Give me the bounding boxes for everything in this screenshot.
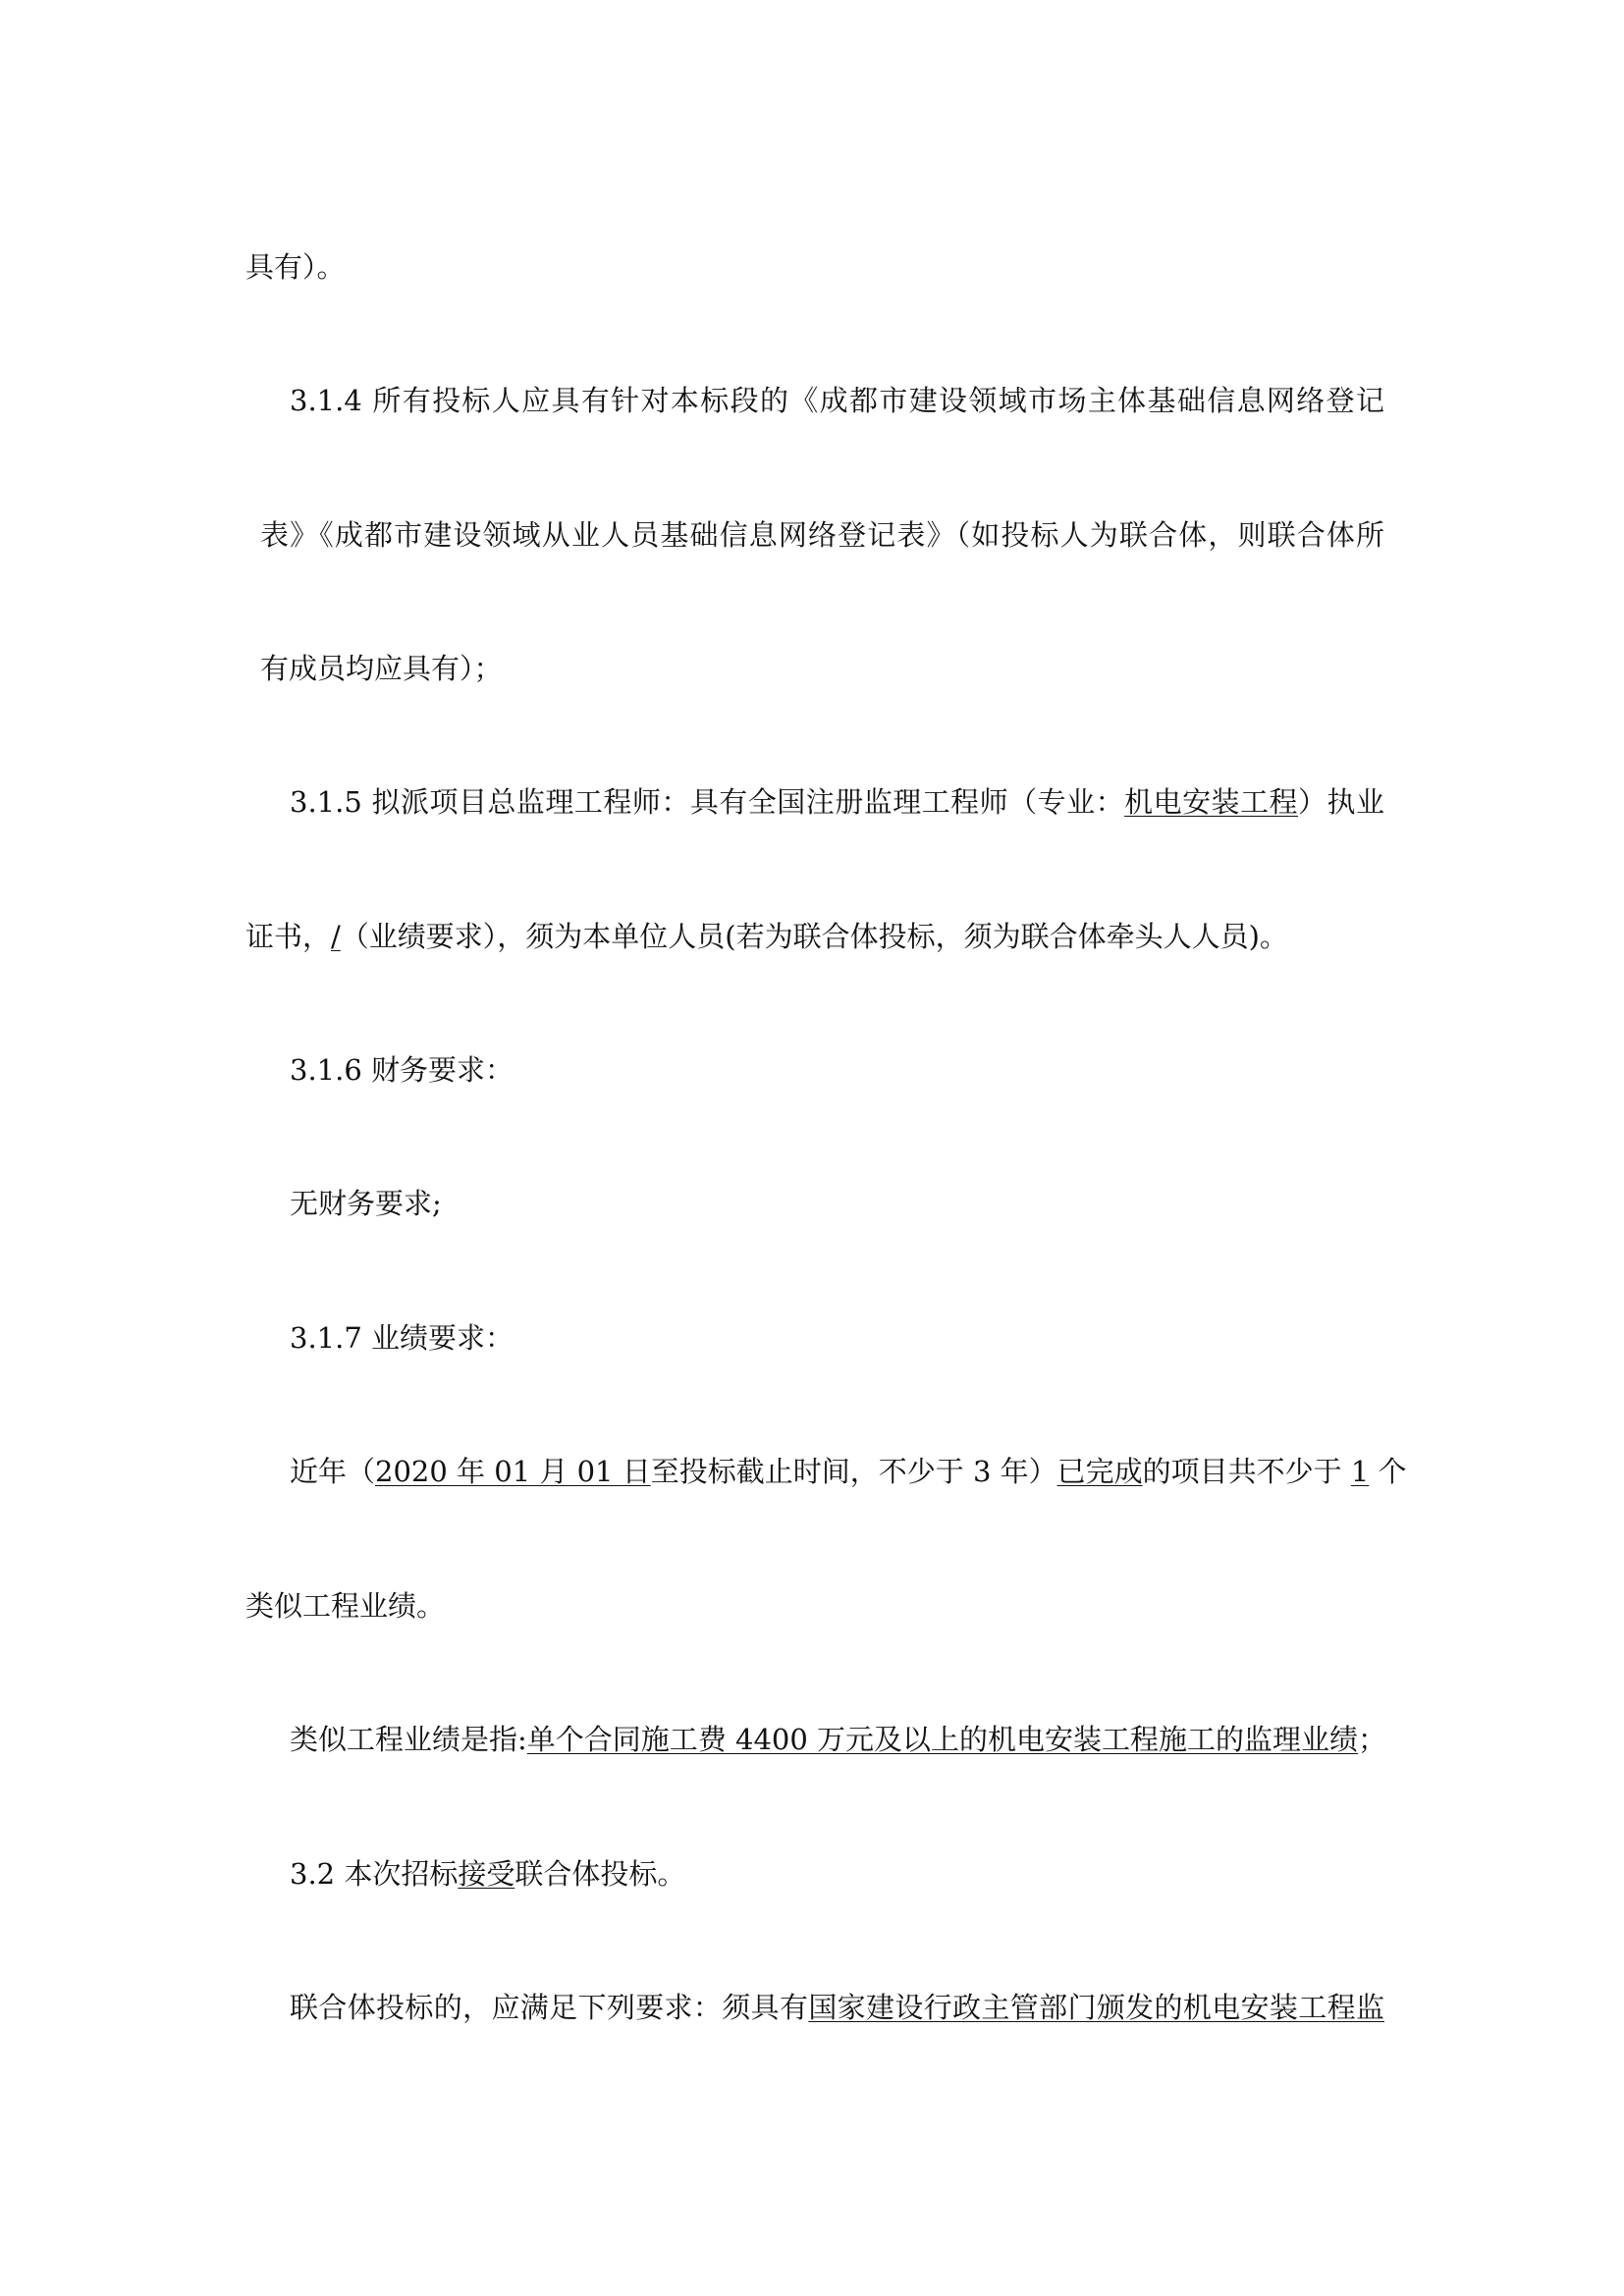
qualification-field: 国家建设行政主管部门颁发的机电安装工程监 — [808, 1991, 1384, 2024]
clause-3-1-4: 3.1.4 所有投标人应具有针对本标段的《成都市建设领域市场主体基础信息网络登记 — [290, 384, 1384, 417]
paragraph-line: 有成员均应具有）； — [260, 652, 503, 685]
clause-3-2: 3.2 本次招标接受联合体投标。 — [290, 1857, 686, 1891]
paragraph-line: 联合体投标的，应满足下列要求：须具有国家建设行政主管部门颁发的机电安装工程监 — [290, 1991, 1384, 2024]
similar-project-field: 单个合同施工费 4400 万元及以上的机电安装工程施工的监理业绩 — [526, 1723, 1359, 1756]
date-field: 2020 年 01 月 01 日 — [375, 1455, 651, 1488]
paragraph-line: 近年（2020 年 01 月 01 日至投标截止时间，不少于 3 年）已完成的项目共不少于 1 个 — [290, 1455, 1407, 1488]
clause-3-1-6: 3.1.6 财务要求： — [290, 1053, 514, 1087]
paragraph-line: 证书，/（业绩要求），须为本单位人员(若为联合体投标，须为联合体牵头人人员)。 — [245, 920, 1288, 953]
status-field: 已完成 — [1056, 1455, 1143, 1488]
paragraph-line: 类似工程业绩。 — [245, 1589, 446, 1623]
paragraph-line: 类似工程业绩是指:单个合同施工费 4400 万元及以上的机电安装工程施工的监理业绩； — [290, 1723, 1387, 1756]
paragraph-line: 表》《成都市建设领域从业人员基础信息网络登记表》（如投标人为联合体，则联合体所 — [260, 518, 1384, 552]
count-field: 1 — [1350, 1455, 1370, 1488]
performance-field: / — [331, 920, 341, 953]
clause-3-1-5: 3.1.5 拟派项目总监理工程师：具有全国注册监理工程师（专业：机电安装工程）执业 — [290, 785, 1384, 819]
paragraph-line: 具有）。 — [245, 250, 346, 284]
clause-3-1-7: 3.1.7 业绩要求： — [290, 1321, 514, 1355]
paragraph-line: 无财务要求; — [290, 1187, 442, 1220]
consortium-field: 接受 — [458, 1857, 515, 1891]
specialty-field: 机电安装工程 — [1124, 785, 1299, 819]
